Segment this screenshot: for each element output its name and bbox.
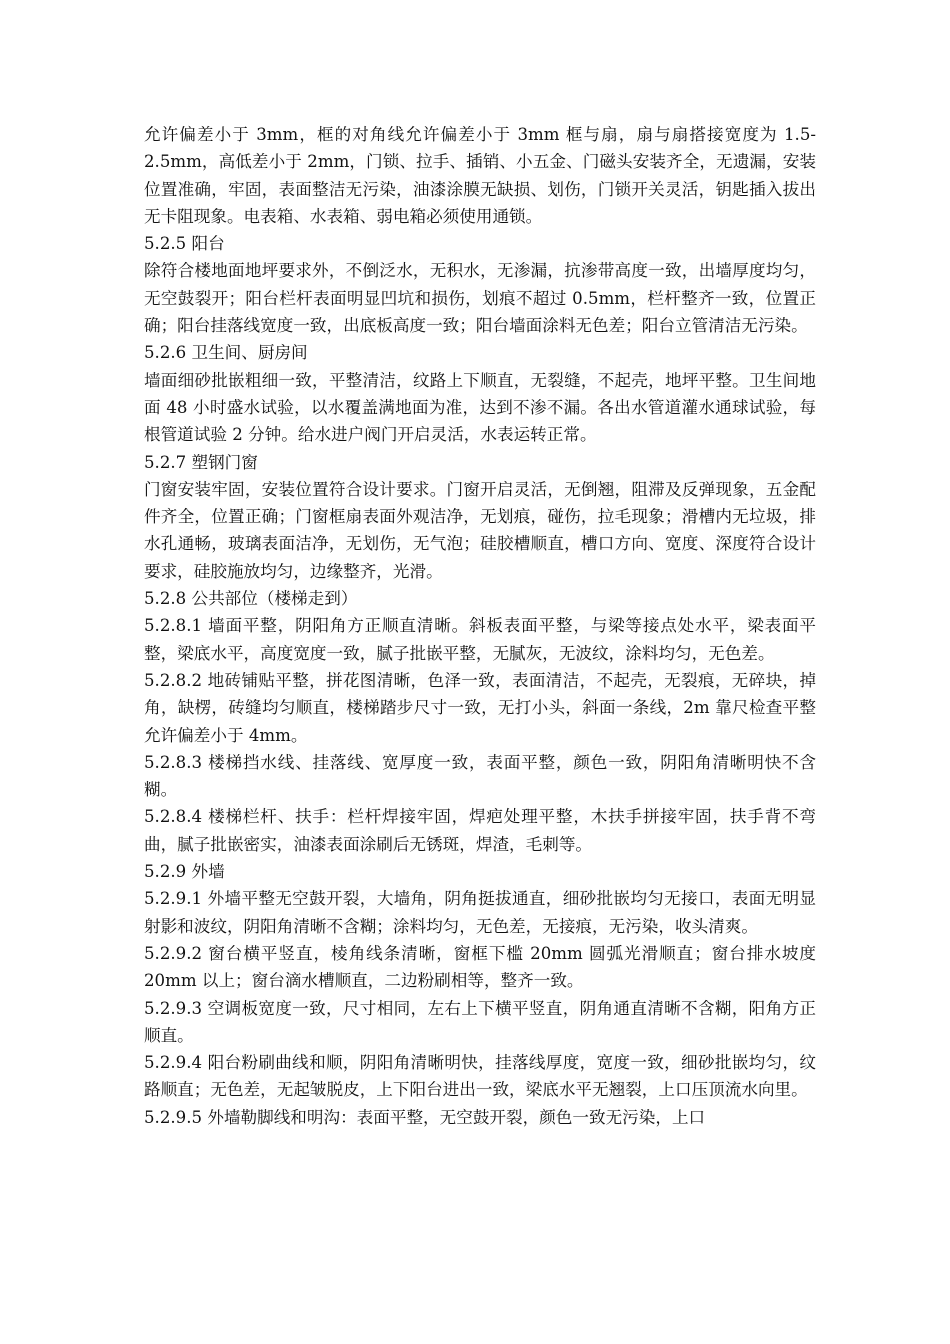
paragraph-5-2-9-5: 5.2.9.5 外墙勒脚线和明沟：表面平整，无空鼓开裂，颜色一致无污染，上口 bbox=[144, 1107, 706, 1127]
document-page bbox=[144, 0, 816, 1344]
paragraph-5-2-9-3: 5.2.9.3 空调板宽度一致，尺寸相同，左右上下横平竖直，阴角通直清晰不含糊，阳角方正顺直。 bbox=[144, 998, 816, 1045]
paragraph-5-2-8-2: 5.2.8.2 地砖铺贴平整，拼花图清晰，色泽一致，表面清洁，不起壳，无裂痕，无碎块，掉角，缺楞，砖缝均匀顺直，楼梯踏步尺寸一致，无打小头，斜面一条线，2m 靠尺检查平整允许偏差小于 4mm。 bbox=[144, 670, 816, 745]
section-heading-bathroom-kitchen: 5.2.6 卫生间、厨房间 bbox=[144, 343, 308, 363]
paragraph-5-2-9-2: 5.2.9.2 窗台横平竖直，棱角线条清晰，窗框下槛 20mm 圆弧光滑顺直；窗台排水坡度 20mm 以上；窗台滴水槽顺直，二边粉刷相等，整齐一致。 bbox=[144, 943, 816, 991]
paragraph-5-2-8-4: 5.2.8.4 楼梯栏杆、扶手：栏杆焊接牢固，焊疤处理平整，木扶手拼接牢固，扶手背不弯曲，腻子批嵌密实，油漆表面涂刷后无锈斑，焊渣，毛刺等。 bbox=[144, 807, 816, 854]
paragraph-bathroom-kitchen: 墙面细砂批嵌粗细一致，平整清洁，纹路上下顺直，无裂缝，不起壳，地坪平整。卫生间地面 48 小时盛水试验，以水覆盖满地面为准，达到不渗不漏。各出水管道灌水通球试验，每根管道试验 2 分钟。给水进户阀门开启灵活，水表运转正常。 bbox=[144, 370, 816, 445]
section-heading-public-areas: 5.2.8 公共部位（楼梯走到） bbox=[144, 589, 358, 609]
paragraph-door-window-tolerance: 允许偏差小于 3mm，框的对角线允许偏差小于 3mm 框与扇，扇与扇搭接宽度为 1.5-2.5mm，高低差小于 2mm，门锁、拉手、插销、小五金、门磁头安装齐全，无遗漏，安装位置准确，牢固，表面整洁无污染，油漆涂膜无缺损、划伤，门锁开关灵活，钥匙插入拔出无卡阻现象。电表箱、水表箱、弱电箱必须使用通锁。 bbox=[144, 125, 816, 226]
paragraph-balcony: 除符合楼地面地坪要求外，不倒泛水，无积水，无渗漏，抗渗带高度一致，出墙厚度均匀，无空鼓裂开；阳台栏杆表面明显凹坑和损伤，划痕不超过 0.5mm，栏杆整齐一致，位置正确；阳台挂落线宽度一致，出底板高度一致；阳台墙面涂料无色差；阳台立管清洁无污染。 bbox=[144, 261, 816, 336]
section-heading-exterior-wall: 5.2.9 外墙 bbox=[144, 862, 225, 882]
paragraph-5-2-9-4: 5.2.9.4 阳台粉刷曲线和顺，阴阳角清晰明快，挂落线厚度，宽度一致，细砂批嵌均匀，纹路顺直；无色差，无起皱脱皮，上下阳台进出一致，梁底水平无翘裂，上口压顶流水向里。 bbox=[144, 1053, 816, 1100]
section-heading-upvc-windows: 5.2.7 塑钢门窗 bbox=[144, 452, 258, 472]
paragraph-5-2-9-1: 5.2.9.1 外墙平整无空鼓开裂，大墙角，阴角挺拔通直，细砂批嵌均匀无接口，表面无明显射影和波纹，阴阳角清晰不含糊；涂料均匀，无色差，无接痕，无污染，收头清爽。 bbox=[144, 889, 816, 936]
paragraph-5-2-8-1: 5.2.8.1 墙面平整，阴阳角方正顺直清晰。斜板表面平整，与梁等接点处水平，梁表面平整，梁底水平，高度宽度一致，腻子批嵌平整，无腻灰，无波纹，涂料均匀，无色差。 bbox=[144, 616, 816, 663]
paragraph-upvc-windows: 门窗安装牢固，安装位置符合设计要求。门窗开启灵活，无倒翘，阻滞及反弹现象，五金配件齐全，位置正确；门窗框扇表面外观洁净，无划痕，碰伤，拉毛现象；滑槽内无垃圾，排水孔通畅，玻璃表面洁净，无划伤，无气泡；硅胶槽顺直，槽口方向、宽度、深度符合设计要求，硅胶施放均匀，边缘整齐，光滑。 bbox=[144, 479, 816, 581]
paragraph-5-2-8-3: 5.2.8.3 楼梯挡水线、挂落线、宽厚度一致，表面平整，颜色一致，阴阳角清晰明快不含糊。 bbox=[144, 752, 816, 800]
document-body bbox=[144, 121, 816, 1131]
section-heading-balcony: 5.2.5 阳台 bbox=[144, 234, 225, 254]
